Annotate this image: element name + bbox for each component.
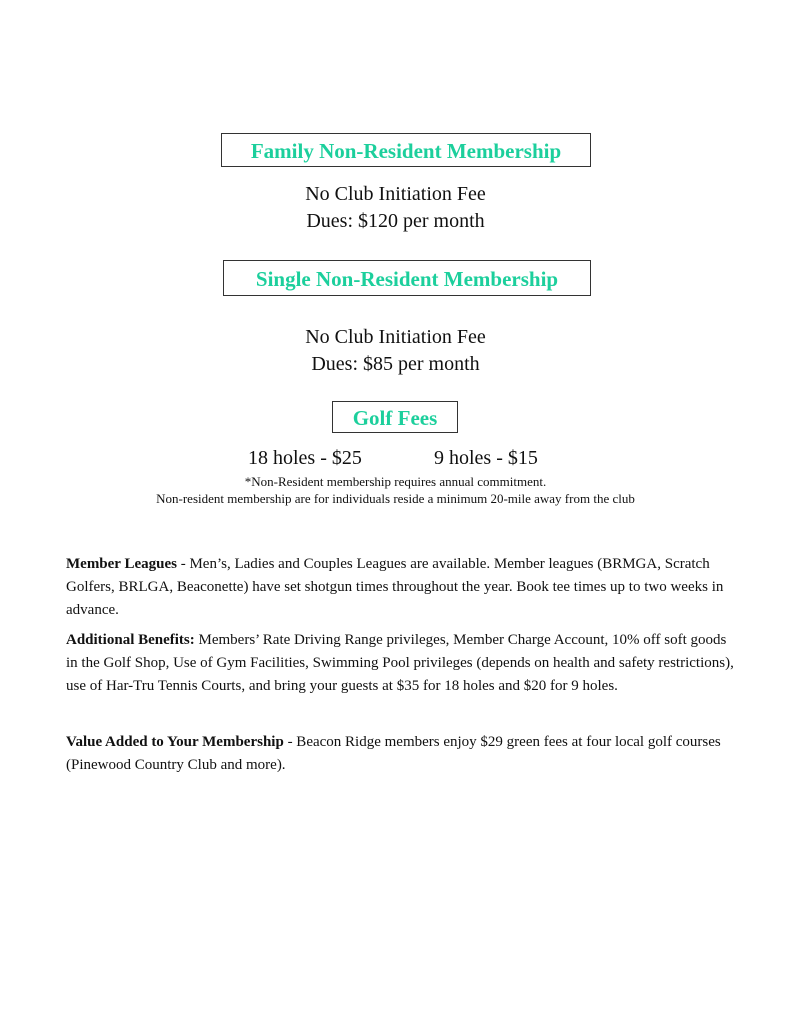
fee-18-holes: 18 holes - $25: [248, 447, 362, 469]
note-annual-commitment: *Non-Resident membership requires annual commitment.: [244, 474, 547, 489]
membership-notes: [0, 473, 791, 507]
single-membership-details: [0, 324, 791, 378]
additional-benefits-paragraph: [66, 629, 736, 698]
family-dues: Dues: $120 per month: [306, 210, 485, 232]
family-membership-heading: Family Non-Resident Membership: [221, 133, 591, 167]
golf-fees-heading: Golf Fees: [332, 401, 458, 433]
value-added-paragraph: [66, 731, 736, 777]
single-initiation-fee: No Club Initiation Fee: [305, 326, 486, 348]
value-added-text: - Beacon Ridge members enjoy $29 green fees at four local golf courses (Pinewood Country Club and more).: [66, 734, 721, 773]
family-membership-details: [0, 181, 791, 235]
value-added-title: Value Added to Your Membership: [66, 734, 284, 750]
family-initiation-fee: No Club Initiation Fee: [305, 183, 486, 205]
additional-benefits-text: Members’ Rate Driving Range privileges, Member Charge Account, 10% off soft goods in the Golf Shop, Use of Gym Facilities, Swimming Pool privileges (depends on health and safety restrictions), use of Har-Tru Tennis Courts, and bring your guests at $35 for 18 holes and $20 for 9 holes.: [66, 632, 734, 694]
single-dues: Dues: $85 per month: [311, 353, 480, 375]
additional-benefits-title: Additional Benefits:: [66, 632, 195, 648]
fee-9-holes: 9 holes - $15: [434, 447, 538, 469]
note-distance-requirement: Non-resident membership are for individuals reside a minimum 20-mile away from the club: [156, 491, 635, 506]
single-membership-heading: Single Non-Resident Membership: [223, 260, 591, 296]
member-leagues-paragraph: [66, 553, 736, 622]
member-leagues-text: - Men’s, Ladies and Couples Leagues are available. Member leagues (BRMGA, Scratch Golfers, BRLGA, Beaconette) have set shotgun times throughout the year. Book tee times up to two weeks in advance.: [66, 556, 724, 618]
member-leagues-title: Member Leagues: [66, 556, 177, 572]
